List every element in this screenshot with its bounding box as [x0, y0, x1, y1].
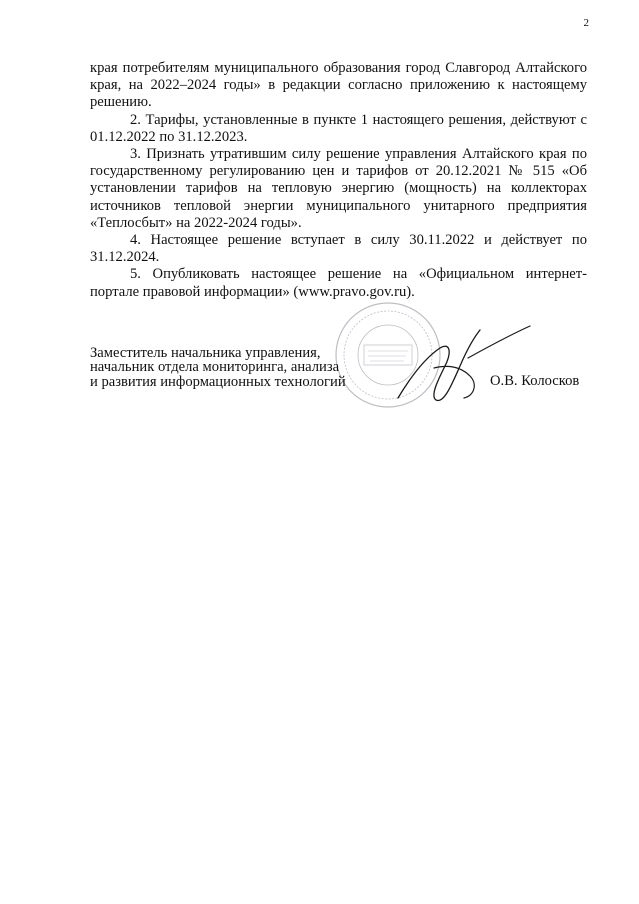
signatory-name: О.В. Колосков	[490, 373, 580, 389]
signatory-title-line-2: начальник отдела мониторинга, анализа	[90, 359, 340, 376]
paragraph-continuation: края потребителям муниципального образования город Славгород Алтайского края, на 2022–2024 годы» в редакции согласно приложению к настоящему решению.	[90, 60, 587, 111]
page-number: 2	[583, 17, 589, 29]
paragraph-5: 5. Опубликовать настоящее решение на «Официальном интернет-портале правовой информации» (www.pravo.gov.ru).	[90, 266, 587, 300]
signatory-title-line-3: и развития информационных технологий	[90, 373, 346, 390]
paragraph-2: 2. Тарифы, установленные в пункте 1 настоящего решения, действуют с 01.12.2022 по 31.12.2023.	[90, 111, 587, 145]
signatory-title-line-1: Заместитель начальника управления,	[90, 345, 321, 361]
paragraph-4: 4. Настоящее решение вступает в силу 30.11.2022 и действует по 31.12.2024.	[90, 232, 587, 266]
signature-block	[90, 346, 590, 389]
paragraph-3: 3. Признать утратившим силу решение управления Алтайского края по государственному регулированию цен и тарифов от 20.12.2021 № 515 «Об установлении тарифов на тепловую энергию (мощность) на коллекторах источников тепловой энергии муниципального унитарного предприятия «Теплосбыт» на 2022-2024 годы».	[90, 146, 587, 231]
body-text	[90, 60, 587, 301]
